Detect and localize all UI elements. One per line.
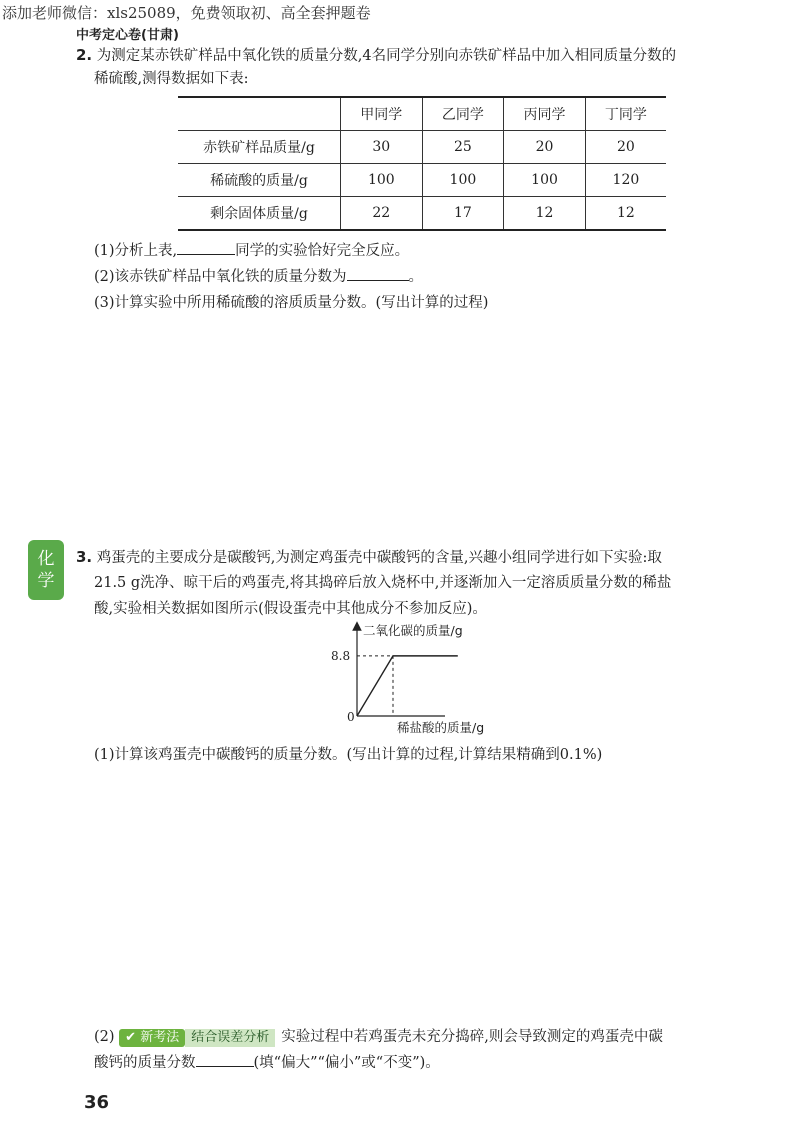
q2-sub2-text-b: 。 bbox=[408, 269, 424, 285]
table-cell: 120 bbox=[585, 164, 666, 197]
table-header-cell: 甲同学 bbox=[341, 97, 423, 131]
table-row bbox=[178, 164, 666, 197]
y-tick-label: 8.8 bbox=[331, 648, 351, 663]
q2-sub2-text-a: (2)该赤铁矿样品中氧化铁的质量分数为 bbox=[94, 269, 347, 285]
table-cell: 30 bbox=[341, 131, 423, 164]
table-cell: 20 bbox=[504, 131, 586, 164]
co2-chart bbox=[325, 620, 525, 740]
q3-sub2-line2-text-b: (填“偏大”“偏小”或“不变”)。 bbox=[253, 1055, 440, 1071]
table-cell: 100 bbox=[341, 164, 423, 197]
subject-side-tab bbox=[28, 540, 64, 600]
table-cell: 100 bbox=[422, 164, 504, 197]
q3-sub2-number: (2) bbox=[94, 1029, 115, 1045]
series-line-co2 bbox=[357, 656, 458, 716]
y-axis-label: 二氧化碳的质量/g bbox=[363, 623, 463, 638]
q2-sub3: (3)计算实验中所用稀硫酸的溶质质量分数。(写出计算的过程) bbox=[94, 295, 489, 311]
table-row bbox=[178, 131, 666, 164]
q2-stem-text1: 为测定某赤铁矿样品中氧化铁的质量分数,4名同学分别向赤铁矿样品中加入相同质量分数的 bbox=[96, 48, 677, 64]
q2-stem-line2: 稀硫酸,测得数据如下表: bbox=[94, 71, 249, 87]
table-header-cell bbox=[178, 97, 341, 131]
q2-sub1-text-a: (1)分析上表, bbox=[94, 243, 178, 259]
q2-data-table bbox=[178, 96, 666, 231]
q2-sub1 bbox=[94, 240, 409, 262]
q2-sub1-text-b: 同学的实验恰好完全反应。 bbox=[235, 243, 410, 259]
table-cell: 剩余固体质量/g bbox=[178, 197, 341, 231]
q3-stem-text1: 鸡蛋壳的主要成分是碳酸钙,为测定鸡蛋壳中碳酸钙的含量,兴趣小组同学进行如下实验:取 bbox=[96, 550, 662, 566]
q2-number: 2. bbox=[76, 46, 93, 64]
origin-label: 0 bbox=[347, 710, 355, 724]
x-axis-label: 稀盐酸的质量/g bbox=[397, 720, 485, 735]
table-cell: 12 bbox=[585, 197, 666, 231]
new-exam-tag bbox=[119, 1029, 185, 1047]
q3-number: 3. bbox=[76, 548, 93, 566]
q3-sub2-line2 bbox=[94, 1052, 440, 1074]
watermark: 添加老师微信：xls25089，免费领取初、高全套押题卷 bbox=[2, 4, 371, 22]
table-header-row bbox=[178, 97, 666, 131]
table-header-cell: 丁同学 bbox=[585, 97, 666, 131]
q2-sub2 bbox=[94, 266, 423, 288]
q3-sub2-blank[interactable] bbox=[196, 1052, 254, 1067]
q3-sub1: (1)计算该鸡蛋壳中碳酸钙的质量分数。(写出计算的过程,计算结果精确到0.1%) bbox=[94, 747, 603, 763]
page-number: 36 bbox=[84, 1092, 110, 1113]
table-cell: 17 bbox=[422, 197, 504, 231]
q3-stem-line2: 21.5 g洗净、晾干后的鸡蛋壳,将其捣碎后放入烧杯中,并逐渐加入一定溶质质量分数的稀盐 bbox=[94, 575, 672, 591]
table-cell: 22 bbox=[341, 197, 423, 231]
q3-sub2-line1 bbox=[94, 1026, 663, 1048]
q3-sub2-text: 实验过程中若鸡蛋壳未充分捣碎,则会导致测定的鸡蛋壳中碳 bbox=[281, 1029, 663, 1045]
lightbulb-icon: ✔ bbox=[125, 1030, 137, 1045]
q3-sub2-line2-text-a: 酸钙的质量分数 bbox=[94, 1055, 196, 1071]
table-cell: 20 bbox=[585, 131, 666, 164]
side-tab-char: 学 bbox=[37, 571, 55, 591]
q3-stem-line3: 酸,实验相关数据如图所示(假设蛋壳中其他成分不参加反应)。 bbox=[94, 601, 487, 617]
error-analysis-tag: 结合误差分析 bbox=[185, 1029, 275, 1047]
table-cell: 稀硫酸的质量/g bbox=[178, 164, 341, 197]
table-cell: 赤铁矿样品质量/g bbox=[178, 131, 341, 164]
side-tab-char: 化 bbox=[37, 549, 55, 569]
table-header-cell: 乙同学 bbox=[422, 97, 504, 131]
table-cell: 100 bbox=[504, 164, 586, 197]
page-header-title: 中考定心卷(甘肃) bbox=[76, 28, 179, 43]
q2-sub1-blank[interactable] bbox=[177, 240, 235, 255]
q3-stem-line1 bbox=[76, 546, 662, 569]
table-row bbox=[178, 197, 666, 231]
table-header-cell: 丙同学 bbox=[504, 97, 586, 131]
new-exam-tag-label: 新考法 bbox=[140, 1030, 180, 1045]
q2-sub2-blank[interactable] bbox=[347, 266, 409, 281]
table-cell: 25 bbox=[422, 131, 504, 164]
table-cell: 12 bbox=[504, 197, 586, 231]
q2-stem-line1 bbox=[76, 44, 676, 67]
